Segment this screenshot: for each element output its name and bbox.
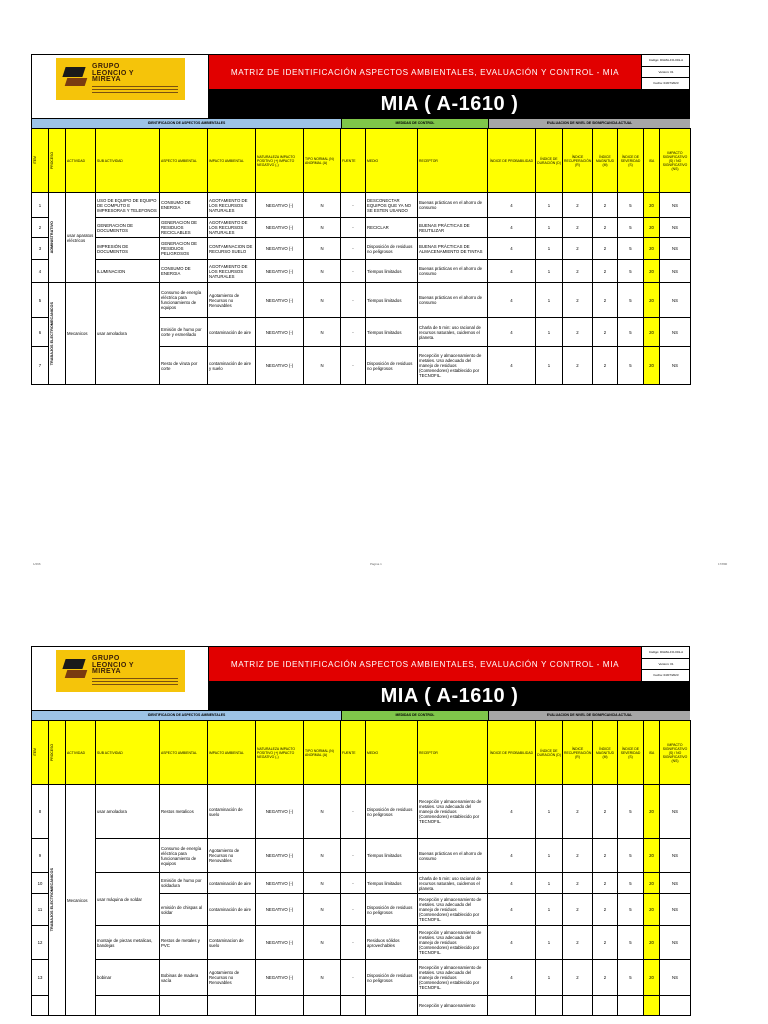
sub-actividad-cell: montaje de piezas metalicas, bandejas [96,926,160,960]
medio-cell: Disposición de residuos no peligrosos [366,238,418,260]
significancia-cell: NS [660,785,691,839]
fuente-cell: - [341,218,366,238]
severidad-cell: 5 [618,193,644,218]
sub-actividad-cell: usar máquina de soldar [96,873,160,926]
duracion-cell: 1 [536,347,563,385]
document-title: MATRIZ DE IDENTIFICACIÓN ASPECTOS AMBIENTALES, EVALUACIÓN Y CONTROL - MIA [209,55,641,90]
doc-code: Código: DGMA-FO-001-A [642,647,690,659]
impacto-cell [208,996,256,1016]
severidad-cell: 5 [618,960,644,996]
severidad-cell: 5 [618,926,644,960]
impacto-cell: contaminación de aire y suelo [208,347,256,385]
table-row [32,283,691,318]
fuente-cell: - [341,839,366,873]
document-title: MATRIZ DE IDENTIFICACIÓN ASPECTOS AMBIENTALES, EVALUACIÓN Y CONTROL - MIA [209,647,641,682]
table-row [32,238,691,260]
aspecto-cell: Restos de metales y PVC [160,926,208,960]
section-identificacion: IDENTIFICACION DE ASPECTOS AMBIENTALES [32,711,341,720]
fuente-cell: - [341,894,366,926]
significancia-cell: NS [660,238,691,260]
proceso-cell-label: ADMINISTRATIVO [50,221,54,254]
tipo-cell: N [304,785,341,839]
mia-table-page2 [31,720,691,1016]
naturaleza-cell: NEGATIVO (-) [256,960,304,996]
section-identificacion: IDENTIFICACION DE ASPECTOS AMBIENTALES [32,119,341,128]
receptor-cell: Charla de 5 min: uso racional de recursos naturales, cuidemos el planeta. [418,873,488,894]
isa-cell: 20 [644,873,660,894]
tipo-cell: N [304,283,341,318]
duracion-cell: 1 [536,238,563,260]
receptor-cell: BUENAS PRÁCTICAS DE REUTILIZAR [418,218,488,238]
recuperacion-cell: 2 [563,260,593,283]
severidad-cell [618,996,644,1016]
isa-cell: 20 [644,260,660,283]
recuperacion-cell: 2 [563,318,593,347]
severidad-cell: 5 [618,318,644,347]
medio-cell: Tiempos limitados [366,260,418,283]
recuperacion-cell: 2 [563,839,593,873]
table-row [32,218,691,238]
significancia-cell: NS [660,960,691,996]
fuente-cell: - [341,318,366,347]
fuente-cell: - [341,260,366,283]
recuperacion-cell: 2 [563,894,593,926]
document-header [31,54,690,118]
significancia-cell: NS [660,218,691,238]
probabilidad-cell: 4 [488,960,536,996]
isa-cell: 20 [644,960,660,996]
table-row [32,873,691,894]
magnitud-cell: 2 [593,283,618,318]
magnitud-cell: 2 [593,785,618,839]
medio-cell: Tiempos limitados [366,839,418,873]
table-row [32,193,691,218]
logo-cell [32,647,209,711]
naturaleza-cell: NEGATIVO (-) [256,873,304,894]
magnitud-cell: 2 [593,318,618,347]
section-evaluacion: EVALUACION DE NIVEL DE SIGNIFICANCIA ACTUAL [488,711,690,720]
mia-code: MIA ( A-1610 ) [209,682,690,711]
probabilidad-cell: 4 [488,238,536,260]
item-cell: 13 [32,960,49,996]
medio-cell: Residuos sólidos aprovechables [366,926,418,960]
receptor-cell: Recepción y almacenamiento de metales. Uso adecuado del manejo de residuos (Contenedores) establecido por TECNOFIL. [418,926,488,960]
fuente-cell: - [341,238,366,260]
duracion-cell [536,996,563,1016]
doc-date: Fecha: 04/07/2023 [653,673,679,678]
aspecto-cell: Emisión de humo por soldadura [160,873,208,894]
page-2 [31,646,690,1016]
recuperacion-cell: 2 [563,238,593,260]
probabilidad-cell: 4 [488,193,536,218]
recuperacion-cell: 2 [563,960,593,996]
receptor-cell: Recepción y almacenamiento de metales. Uso adecuado del manejo de residuos (Contenedores) establecido por TECNOFIL. [418,894,488,926]
magnitud-cell: 2 [593,960,618,996]
item-cell: 12 [32,926,49,960]
naturaleza-cell: NEGATIVO (-) [256,347,304,385]
naturaleza-cell: NEGATIVO (-) [256,926,304,960]
tipo-cell [304,996,341,1016]
item-cell: 8 [32,785,49,839]
recuperacion-cell: 2 [563,873,593,894]
severidad-cell: 5 [618,839,644,873]
recuperacion-cell: 2 [563,926,593,960]
significancia-cell: NS [660,318,691,347]
duracion-cell: 1 [536,218,563,238]
table-row [32,785,691,839]
medio-cell: Disposición de residuos no peligrosos [366,785,418,839]
aspecto-cell: Consumo de energía eléctrica para funcionamiento de equipos [160,283,208,318]
receptor-cell: Recepción y almacenamiento [418,996,488,1016]
tipo-cell: N [304,873,341,894]
duracion-cell: 1 [536,785,563,839]
isa-cell: 20 [644,839,660,873]
impacto-cell: Agotamiento de Recursos no Renovables [208,283,256,318]
probabilidad-cell: 4 [488,283,536,318]
proceso-cell-label: TRABAJOS ELECTROMECANICOS [50,868,54,932]
sub-actividad-cell: USO DE EQUIPO DE EQUIPO DE COMPUTO E IMPRESORAS Y TELEFONOS [96,193,160,218]
page-1 [31,54,690,385]
medio-cell [366,996,418,1016]
item-cell: 2 [32,218,49,238]
naturaleza-cell: NEGATIVO (-) [256,318,304,347]
tipo-cell: N [304,960,341,996]
document-viewer: GRUPO LEONCIO Y MIREYA MATRIZ DE IDENTIFICACIÓN ASPECTOS AMBIENTALES, EVALUACIÓN Y CONTROL - MIA Código: DGMA-FO-001-A Versión: 01 Fecha: 04/07/2023 MIA ( A-1610 ) IDENTIFICACION DE ASPECTOS AMBIENTALES MEDIDAS DE CONTROL EVALUACION DE NIVEL DE SIGNIFICANCIA ACTUAL ITEM PROCESO ACTIVIDAD SUB ACTIVIDAD ASPECTO AMBIENTAL IMPACTO AMBIENTAL NATURALEZA IMPACTO POSITIVO (+) IMPACTO NEGATIVO (-) TIPO NORMAL (N) ANORMAL (A) FUENTE MEDIO RECEPTOR ÍNDICE DE PROBABILIDAD ÍNDICE DE DURACIÓN (D) ÍNDICE RECUPERACIÓN (R) ÍNDICE MAGNITUD (M) ÍNDICE DE SEVERIDAD (S) ISA IMPACTO SIGNIFICATIVO (S) / NO SIGNIFICATIVO (NS) 1 ADMINISTRATIVO usar aparatos eléctricos USO DE EQUIPO DE EQUIPO DE COMPUTO E IMPRESORAS Y TELEFONOS CONSUMO DE ENERGIA AGOTAMIENTO DE LOS RECURSOS NATURALES NEGATIVO (-) N - DESCONECTAR EQUIPOS QUE YA NO SE ESTEN USANDO Buenas prácticas en el ahorro de consumo 4 1 2 2 5 20 NS 2 GENERACION DE DOCUMENTOS GENERACION DE RESIDUOS RECICLABLES AGOTAMIENTO DE LOS RECURSOS NATURALES NEGATIVO (-) N - RECICLAR BUENAS PRÁCTICAS DE REUTILIZAR 4 1 2 2 5 20 NS 3 IMPRESIÓN DE DOCUMENTOS GENERACION DE RESIDUOS PELIGROSOS CONTAMINACION DE RECURSO SUELO NEGATIVO (-) N - Disposición de residuos no peligrosos BUENAS PRÁCTICAS DE ALMACENAMIENTO DE TINTAS 4 1 2 2 5 20 NS 4 ILUMINACION CONSUMO DE ENERGIA AGOTAMIENTO DE LOS RECURSOS NATURALES NEGATIVO (-) N - Tiempos limitados Buenas prácticas en el ahorro de consumo 4 1 2 2 5 20 NS 5 TRABAJOS ELECTROMECANICOS Mecanicos usar amoladora Consumo de energía eléctrica para funcionamiento de equipos Agotamiento de Recursos no Renovables NEGATIVO (-) N - Tiempos limitados Buenas prácticas en el ahorro de consumo 4 1 2 2 5 20 NS 6 Emisión de humo por corte y esmerilado contaminación de aire NEGATIVO (-) N - Tiempos limitados Charla de 5 min: uso racional de recursos naturales, cuidemos el planeta. 4 1 2 2 5 20 NS 7 Resto de viruta por corte contaminación de aire y suelo NEGATIVO (-) N - Disposición de residuos no peligrosos Recepción y almacenamiento de metales. Uso adecuado del manejo de residuos (Contenedores) establecido por TECNOFIL. 4 1 2 2 5 20 NS 1/296 Página 1 17/890 GRUPO LEONCIO Y MIREYA MATRIZ DE IDENTIFICACIÓN ASPECTOS AMBIENTALES, EVALUACIÓN Y CONTROL - MIA Código: DGMA-FO-001-A Versión: 01 Fecha: 04/07/2023 MIA ( A-1610 ) IDENTIFICACION DE ASPECTOS AMBIENTALES MEDIDAS DE CONTROL EVALUACION DE NIVEL DE SIGNIFICANCIA ACTUAL ITEM PROCESO ACTIVIDAD SUB ACTIVIDAD ASPECTO AMBIENTAL IMPACTO AMBIENTAL NATURALEZA IMPACTO POSITIVO (+) IMPACTO NEGATIVO (-) TIPO NORMAL (N) ANORMAL (A) FUENTE MEDIO RECEPTOR ÍNDICE DE PROBABILIDAD ÍNDICE DE DURACIÓN (D) ÍNDICE RECUPERACIÓN (R) ÍNDICE MAGNITUD (M) ÍNDICE DE SEVERIDAD (S) ISA IMPACTO SIGNIFICATIVO (S) / NO SIGNIFICATIVO (NS) 8 TRABAJOS ELECTROMECANICOS Mecanicos usar amoladora Restos metalicos contaminación de suelo NEGATIVO (-) N - Disposición de residuos no peligrosos Recepción y almacenamiento de metales. Uso adecuado del manejo de residuos (Contenedores) establecido por TECNOFIL. 4 1 2 2 5 20 NS 9 Consumo de energía eléctrica para funcionamiento de equipos Agotamiento de Recursos no Renovables NEGATIVO (-) N - Tiempos limitados Buenas prácticas en el ahorro de consumo 4 1 2 2 5 20 NS 10 usar máquina de soldar Emisión de humo por soldadura contaminación de aire NEGATIVO (-) N - Tiempos limitados Charla de 5 min: uso racional de recursos naturales, cuidemos el planeta. 4 1 2 2 5 20 NS 11 emisión de chispas al soldar contaminación de aire NEGATIVO (-) N - Disposición de residuos no peligrosos Recepción y almacenamiento de metales. Uso adecuado del manejo de residuos (Contenedores) establecido por TECNOFIL. 4 1 2 2 5 20 NS 12 montaje de piezas metalicas, bandejas Restos de metales y PVC Contaminacion de suelo NEGATIVO (-) N - Residuos sólidos aprovechables Recepción y almacenamiento de metales. Uso adecuado del manejo de residuos (Contenedores) establecido por TECNOFIL. 4 1 2 2 5 20 NS 13 bobinar Bobinas de madera vacía Agotamiento de Recursos no Renovables NEGATIVO (-) N - Disposición de residuos no peligrosos Recepción y almacenamiento de metales. Uso adecuado del manejo de residuos (Contenedores) establecido por TECNOFIL. 4 1 2 2 5 20 NS Recepción y almacenamiento [0,0,768,1024]
sub-actividad-cell: ILUMINACION [96,260,160,283]
medio-cell: Disposición de residuos no peligrosos [366,347,418,385]
isa-cell: 20 [644,894,660,926]
aspecto-cell: GENERACION DE RESIDUOS PELIGROSOS [160,238,208,260]
fuente-cell: - [341,283,366,318]
severidad-cell: 5 [618,218,644,238]
column-header-row: ITEM PROCESO ACTIVIDAD SUB ACTIVIDAD ASPECTO AMBIENTAL IMPACTO AMBIENTAL NATURALEZA IMPACTO POSITIVO (+) IMPACTO NEGATIVO (-) TIPO NORMAL (N) ANORMAL (A) FUENTE MEDIO RECEPTOR ÍNDICE DE PROBABILIDAD ÍNDICE DE DURACIÓN (D) ÍNDICE RECUPERACIÓN (R) ÍNDICE MAGNITUD (M) ÍNDICE DE SEVERIDAD (S) ISA IMPACTO SIGNIFICATIVO (S) / NO SIGNIFICATIVO (NS) [32,721,691,785]
sub-actividad-cell: usar amoladora [96,785,160,839]
significancia-cell: NS [660,873,691,894]
probabilidad-cell: 4 [488,347,536,385]
mia-code: MIA ( A-1610 ) [209,90,690,119]
fuente-cell: - [341,873,366,894]
medio-cell: DESCONECTAR EQUIPOS QUE YA NO SE ESTEN USANDO [366,193,418,218]
tipo-cell: N [304,238,341,260]
severidad-cell: 5 [618,283,644,318]
receptor-cell: Buenas prácticas en el ahorro de consumo [418,839,488,873]
tipo-cell: N [304,926,341,960]
isa-cell: 20 [644,283,660,318]
doc-version: Versión: 01 [642,659,690,671]
magnitud-cell: 2 [593,193,618,218]
fuente-cell: - [341,960,366,996]
aspecto-cell: CONSUMO DE ENERGIA [160,260,208,283]
significancia-cell: NS [660,347,691,385]
duracion-cell: 1 [536,960,563,996]
naturaleza-cell: NEGATIVO (-) [256,894,304,926]
item-cell: 9 [32,839,49,873]
section-headers [31,118,690,128]
severidad-cell: 5 [618,238,644,260]
naturaleza-cell: NEGATIVO (-) [256,785,304,839]
doc-code: Código: DGMA-FO-001-A [642,55,690,67]
proceso-cell [49,785,66,1016]
probabilidad-cell: 4 [488,785,536,839]
aspecto-cell: emisión de chispas al soldar [160,894,208,926]
section-evaluacion: EVALUACION DE NIVEL DE SIGNIFICANCIA ACTUAL [488,119,690,128]
receptor-cell: Buenas prácticas en el ahorro de consumo [418,283,488,318]
significancia-cell: NS [660,926,691,960]
section-medidas: MEDIDAS DE CONTROL [341,119,488,128]
recuperacion-cell: 2 [563,785,593,839]
duracion-cell: 1 [536,318,563,347]
recuperacion-cell: 2 [563,347,593,385]
duracion-cell: 1 [536,839,563,873]
naturaleza-cell: NEGATIVO (-) [256,839,304,873]
sub-actividad-cell: bobinar [96,960,160,996]
fuente-cell [341,996,366,1016]
recuperacion-cell: 2 [563,218,593,238]
item-cell: 3 [32,238,49,260]
table-row [32,839,691,873]
mia-table-page1 [31,128,691,385]
item-cell: 5 [32,283,49,318]
significancia-cell: NS [660,260,691,283]
actividad-cell: Mecanicos [66,283,96,385]
medio-cell: RECICLAR [366,218,418,238]
tipo-cell: N [304,193,341,218]
magnitud-cell: 2 [593,894,618,926]
magnitud-cell: 2 [593,218,618,238]
tipo-cell: N [304,218,341,238]
significancia-cell: NS [660,193,691,218]
significancia-cell [660,996,691,1016]
doc-version: Versión: 01 [642,67,690,79]
aspecto-cell: GENERACION DE RESIDUOS RECICLABLES [160,218,208,238]
impacto-cell: Agotamiento de Recursos no Renovables [208,960,256,996]
impacto-cell: contaminación de aire [208,894,256,926]
impacto-cell: AGOTAMIENTO DE LOS RECURSOS NATURALES [208,193,256,218]
probabilidad-cell: 4 [488,318,536,347]
document-header [31,646,690,710]
receptor-cell: Buenas prácticas en el ahorro de consumo [418,193,488,218]
impacto-cell: AGOTAMIENTO DE LOS RECURSOS NATURALES [208,218,256,238]
isa-cell: 20 [644,238,660,260]
impacto-cell: Agotamiento de Recursos no Renovables [208,839,256,873]
severidad-cell: 5 [618,894,644,926]
document-codes [641,55,690,90]
medio-cell: Tiempos limitados [366,318,418,347]
magnitud-cell: 2 [593,260,618,283]
table-row [32,926,691,960]
document-codes [641,647,690,682]
impacto-cell: Contaminacion de suelo [208,926,256,960]
naturaleza-cell [256,996,304,1016]
recuperacion-cell: 2 [563,283,593,318]
medio-cell: Tiempos limitados [366,873,418,894]
table-row [32,996,691,1016]
isa-cell: 20 [644,318,660,347]
fuente-cell: - [341,926,366,960]
naturaleza-cell: NEGATIVO (-) [256,193,304,218]
aspecto-cell: Consumo de energía eléctrica para funcionamiento de equipos [160,839,208,873]
table-row [32,960,691,996]
sub-actividad-cell [96,839,160,873]
medio-cell: Tiempos limitados [366,283,418,318]
naturaleza-cell: NEGATIVO (-) [256,238,304,260]
magnitud-cell: 2 [593,926,618,960]
fuente-cell: - [341,347,366,385]
aspecto-cell: CONSUMO DE ENERGIA [160,193,208,218]
proceso-cell [49,193,66,283]
probabilidad-cell: 4 [488,839,536,873]
probabilidad-cell: 4 [488,894,536,926]
isa-cell: 20 [644,218,660,238]
significancia-cell: NS [660,283,691,318]
magnitud-cell [593,996,618,1016]
tipo-cell: N [304,318,341,347]
isa-cell: 20 [644,347,660,385]
medio-cell: Disposición de residuos no peligrosos [366,894,418,926]
isa-cell: 20 [644,193,660,218]
proceso-cell [49,283,66,385]
duracion-cell: 1 [536,894,563,926]
aspecto-cell: Emisión de humo por corte y esmerilado [160,318,208,347]
magnitud-cell: 2 [593,873,618,894]
naturaleza-cell: NEGATIVO (-) [256,218,304,238]
impacto-cell: CONTAMINACION DE RECURSO SUELO [208,238,256,260]
recuperacion-cell [563,996,593,1016]
company-logo: GRUPO LEONCIO Y MIREYA [56,58,185,100]
probabilidad-cell: 4 [488,218,536,238]
receptor-cell: Charla de 5 min: uso racional de recursos naturales, cuidemos el planeta. [418,318,488,347]
duracion-cell: 1 [536,260,563,283]
aspecto-cell: Restos metalicos [160,785,208,839]
receptor-cell: Recepción y almacenamiento de metales. Uso adecuado del manejo de residuos (Contenedores) establecido por TECNOFIL. [418,347,488,385]
company-logo: GRUPO LEONCIO Y MIREYA [56,650,185,692]
item-cell: 11 [32,894,49,926]
receptor-cell: Recepción y almacenamiento de metales. Uso adecuado del manejo de residuos (Contenedores) establecido por TECNOFIL. [418,785,488,839]
tipo-cell: N [304,894,341,926]
aspecto-cell: Bobinas de madera vacía [160,960,208,996]
fuente-cell: - [341,193,366,218]
section-medidas: MEDIDAS DE CONTROL [341,711,488,720]
duracion-cell: 1 [536,926,563,960]
duracion-cell: 1 [536,873,563,894]
fuente-cell: - [341,785,366,839]
item-cell: 10 [32,873,49,894]
naturaleza-cell: NEGATIVO (-) [256,260,304,283]
receptor-cell: Buenas prácticas en el ahorro de consumo [418,260,488,283]
actividad-cell: usar aparatos eléctricos [66,193,96,283]
item-cell: 1 [32,193,49,218]
recuperacion-cell: 2 [563,193,593,218]
isa-cell: 20 [644,926,660,960]
severidad-cell: 5 [618,260,644,283]
impacto-cell: contaminación de aire [208,318,256,347]
table-row [32,260,691,283]
sub-actividad-cell [96,996,160,1016]
probabilidad-cell [488,996,536,1016]
item-cell: 7 [32,347,49,385]
isa-cell: 20 [644,785,660,839]
doc-date: Fecha: 04/07/2023 [653,81,679,86]
logo-cell [32,55,209,119]
severidad-cell: 5 [618,873,644,894]
severidad-cell: 5 [618,347,644,385]
item-cell: 6 [32,318,49,347]
actividad-cell: Mecanicos [66,785,96,1016]
significancia-cell: NS [660,894,691,926]
severidad-cell: 5 [618,785,644,839]
duracion-cell: 1 [536,193,563,218]
naturaleza-cell: NEGATIVO (-) [256,283,304,318]
impacto-cell: contaminación de suelo [208,785,256,839]
receptor-cell: BUENAS PRÁCTICAS DE ALMACENAMIENTO DE TINTAS [418,238,488,260]
sub-actividad-cell: GENERACION DE DOCUMENTOS [96,218,160,238]
proceso-cell-label: TRABAJOS ELECTROMECANICOS [50,301,54,366]
aspecto-cell: Resto de viruta por corte [160,347,208,385]
section-headers [31,710,690,720]
medio-cell: Disposición de residuos no peligrosos [366,960,418,996]
magnitud-cell: 2 [593,238,618,260]
probabilidad-cell: 4 [488,873,536,894]
tipo-cell: N [304,347,341,385]
impacto-cell: contaminación de aire [208,873,256,894]
item-cell: 4 [32,260,49,283]
impacto-cell: AGOTAMIENTO DE LOS RECURSOS NATURALES [208,260,256,283]
aspecto-cell [160,996,208,1016]
column-header-row: ITEM PROCESO ACTIVIDAD SUB ACTIVIDAD ASPECTO AMBIENTAL IMPACTO AMBIENTAL NATURALEZA IMPACTO POSITIVO (+) IMPACTO NEGATIVO (-) TIPO NORMAL (N) ANORMAL (A) FUENTE MEDIO RECEPTOR ÍNDICE DE PROBABILIDAD ÍNDICE DE DURACIÓN (D) ÍNDICE RECUPERACIÓN (R) ÍNDICE MAGNITUD (M) ÍNDICE DE SEVERIDAD (S) ISA IMPACTO SIGNIFICATIVO (S) / NO SIGNIFICATIVO (NS) [32,129,691,193]
sub-actividad-cell: IMPRESIÓN DE DOCUMENTOS [96,238,160,260]
sub-actividad-cell: usar amoladora [96,283,160,385]
receptor-cell: Recepción y almacenamiento de metales. Uso adecuado del manejo de residuos (Contenedores) establecido por TECNOFIL. [418,960,488,996]
magnitud-cell: 2 [593,839,618,873]
duracion-cell: 1 [536,283,563,318]
magnitud-cell: 2 [593,347,618,385]
significancia-cell: NS [660,839,691,873]
probabilidad-cell: 4 [488,926,536,960]
isa-cell [644,996,660,1016]
tipo-cell: N [304,260,341,283]
tipo-cell: N [304,839,341,873]
probabilidad-cell: 4 [488,260,536,283]
item-cell [32,996,49,1016]
